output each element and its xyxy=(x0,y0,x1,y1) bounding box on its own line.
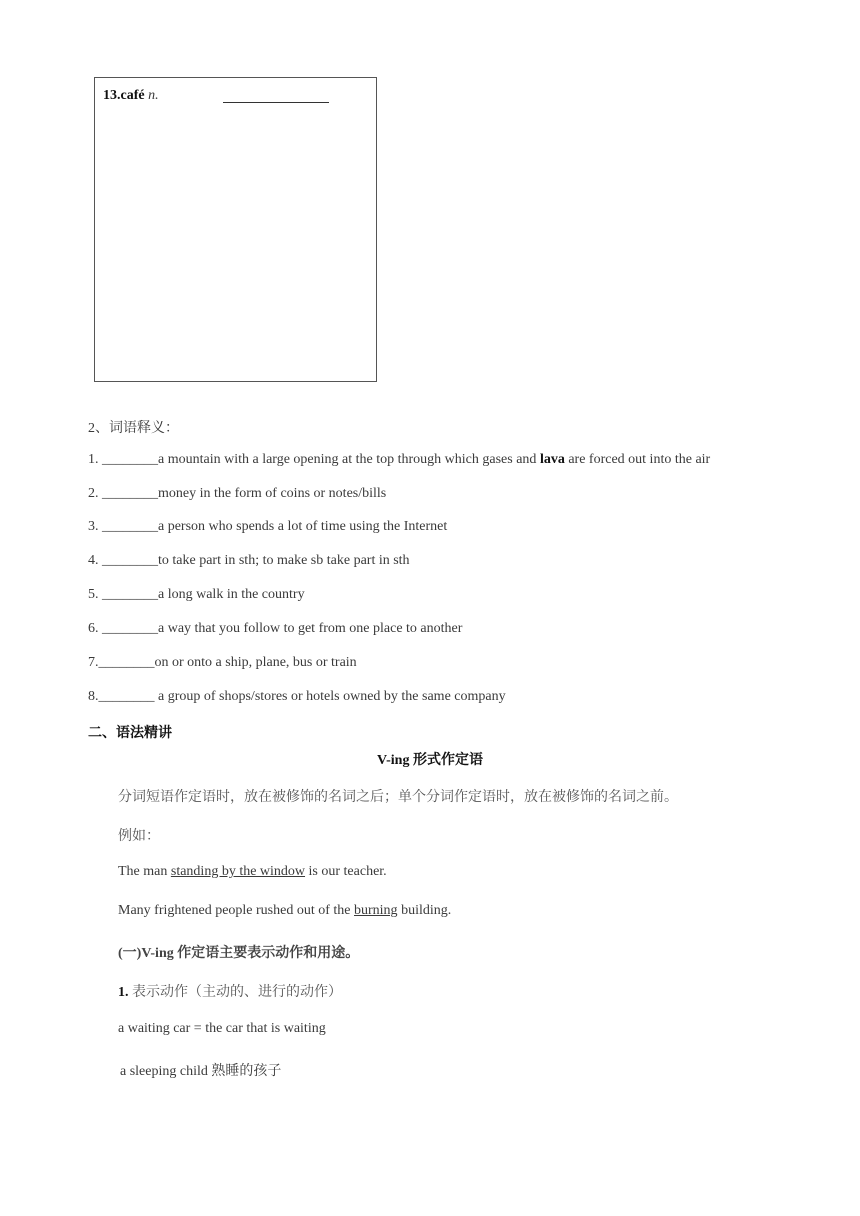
example-phrase-2: a sleeping child 熟睡的孩子 xyxy=(120,1064,282,1079)
definition-item: 1. ________a mountain with a large opening at the top through which gases and lava are forced out into the air xyxy=(88,452,711,467)
answer-blank[interactable]: ________ xyxy=(98,689,155,704)
vocab-word: café xyxy=(120,88,145,103)
definition-item: 8.________ a group of shops/stores or hotels owned by the same company xyxy=(88,689,506,704)
example-sentence-2: Many frightened people rushed out of the burning building. xyxy=(118,903,452,918)
answer-blank[interactable]: ________ xyxy=(102,553,158,568)
definition-item: 2. ________money in the form of coins or notes/bills xyxy=(88,486,387,501)
vocab-answer-blank[interactable] xyxy=(223,90,329,103)
example-phrase-1: a waiting car = the car that is waiting xyxy=(118,1021,326,1036)
vocab-entry xyxy=(103,88,159,104)
answer-blank[interactable]: ________ xyxy=(102,486,158,501)
answer-blank[interactable]: ________ xyxy=(102,519,158,534)
grammar-subheading: (一)V-ing 作定语主要表示动作和用途。 xyxy=(118,946,360,961)
grammar-title: V-ing 形式作定语 xyxy=(377,753,483,768)
definition-item: 4. ________to take part in sth; to make sb take part in sth xyxy=(88,553,410,568)
vocab-pos: n. xyxy=(148,88,159,103)
definition-item: 6. ________a way that you follow to get from one place to another xyxy=(88,621,463,636)
answer-blank[interactable]: ________ xyxy=(98,655,155,670)
answer-blank[interactable]: ________ xyxy=(102,452,158,467)
grammar-heading: 二、语法精讲 xyxy=(88,726,172,741)
vocab-box xyxy=(94,77,377,382)
example-label: 例如： xyxy=(118,829,160,844)
grammar-intro: 分词短语作定语时，放在被修饰的名词之后；单个分词作定语时，放在被修饰的名词之前。 xyxy=(118,790,678,805)
definition-item: 7.________on or onto a ship, plane, bus or train xyxy=(88,655,357,670)
definitions-heading: 2、词语释义： xyxy=(88,421,179,436)
answer-blank[interactable]: ________ xyxy=(102,587,158,602)
vocab-number: 13. xyxy=(103,88,121,103)
definition-item: 5. ________a long walk in the country xyxy=(88,587,305,602)
example-sentence-1: The man standing by the window is our teacher. xyxy=(118,864,387,879)
answer-blank[interactable]: ________ xyxy=(102,621,158,636)
definition-item: 3. ________a person who spends a lot of time using the Internet xyxy=(88,519,448,534)
grammar-point-1: 1. 表示动作（主动的、进行的动作） xyxy=(118,985,342,1000)
